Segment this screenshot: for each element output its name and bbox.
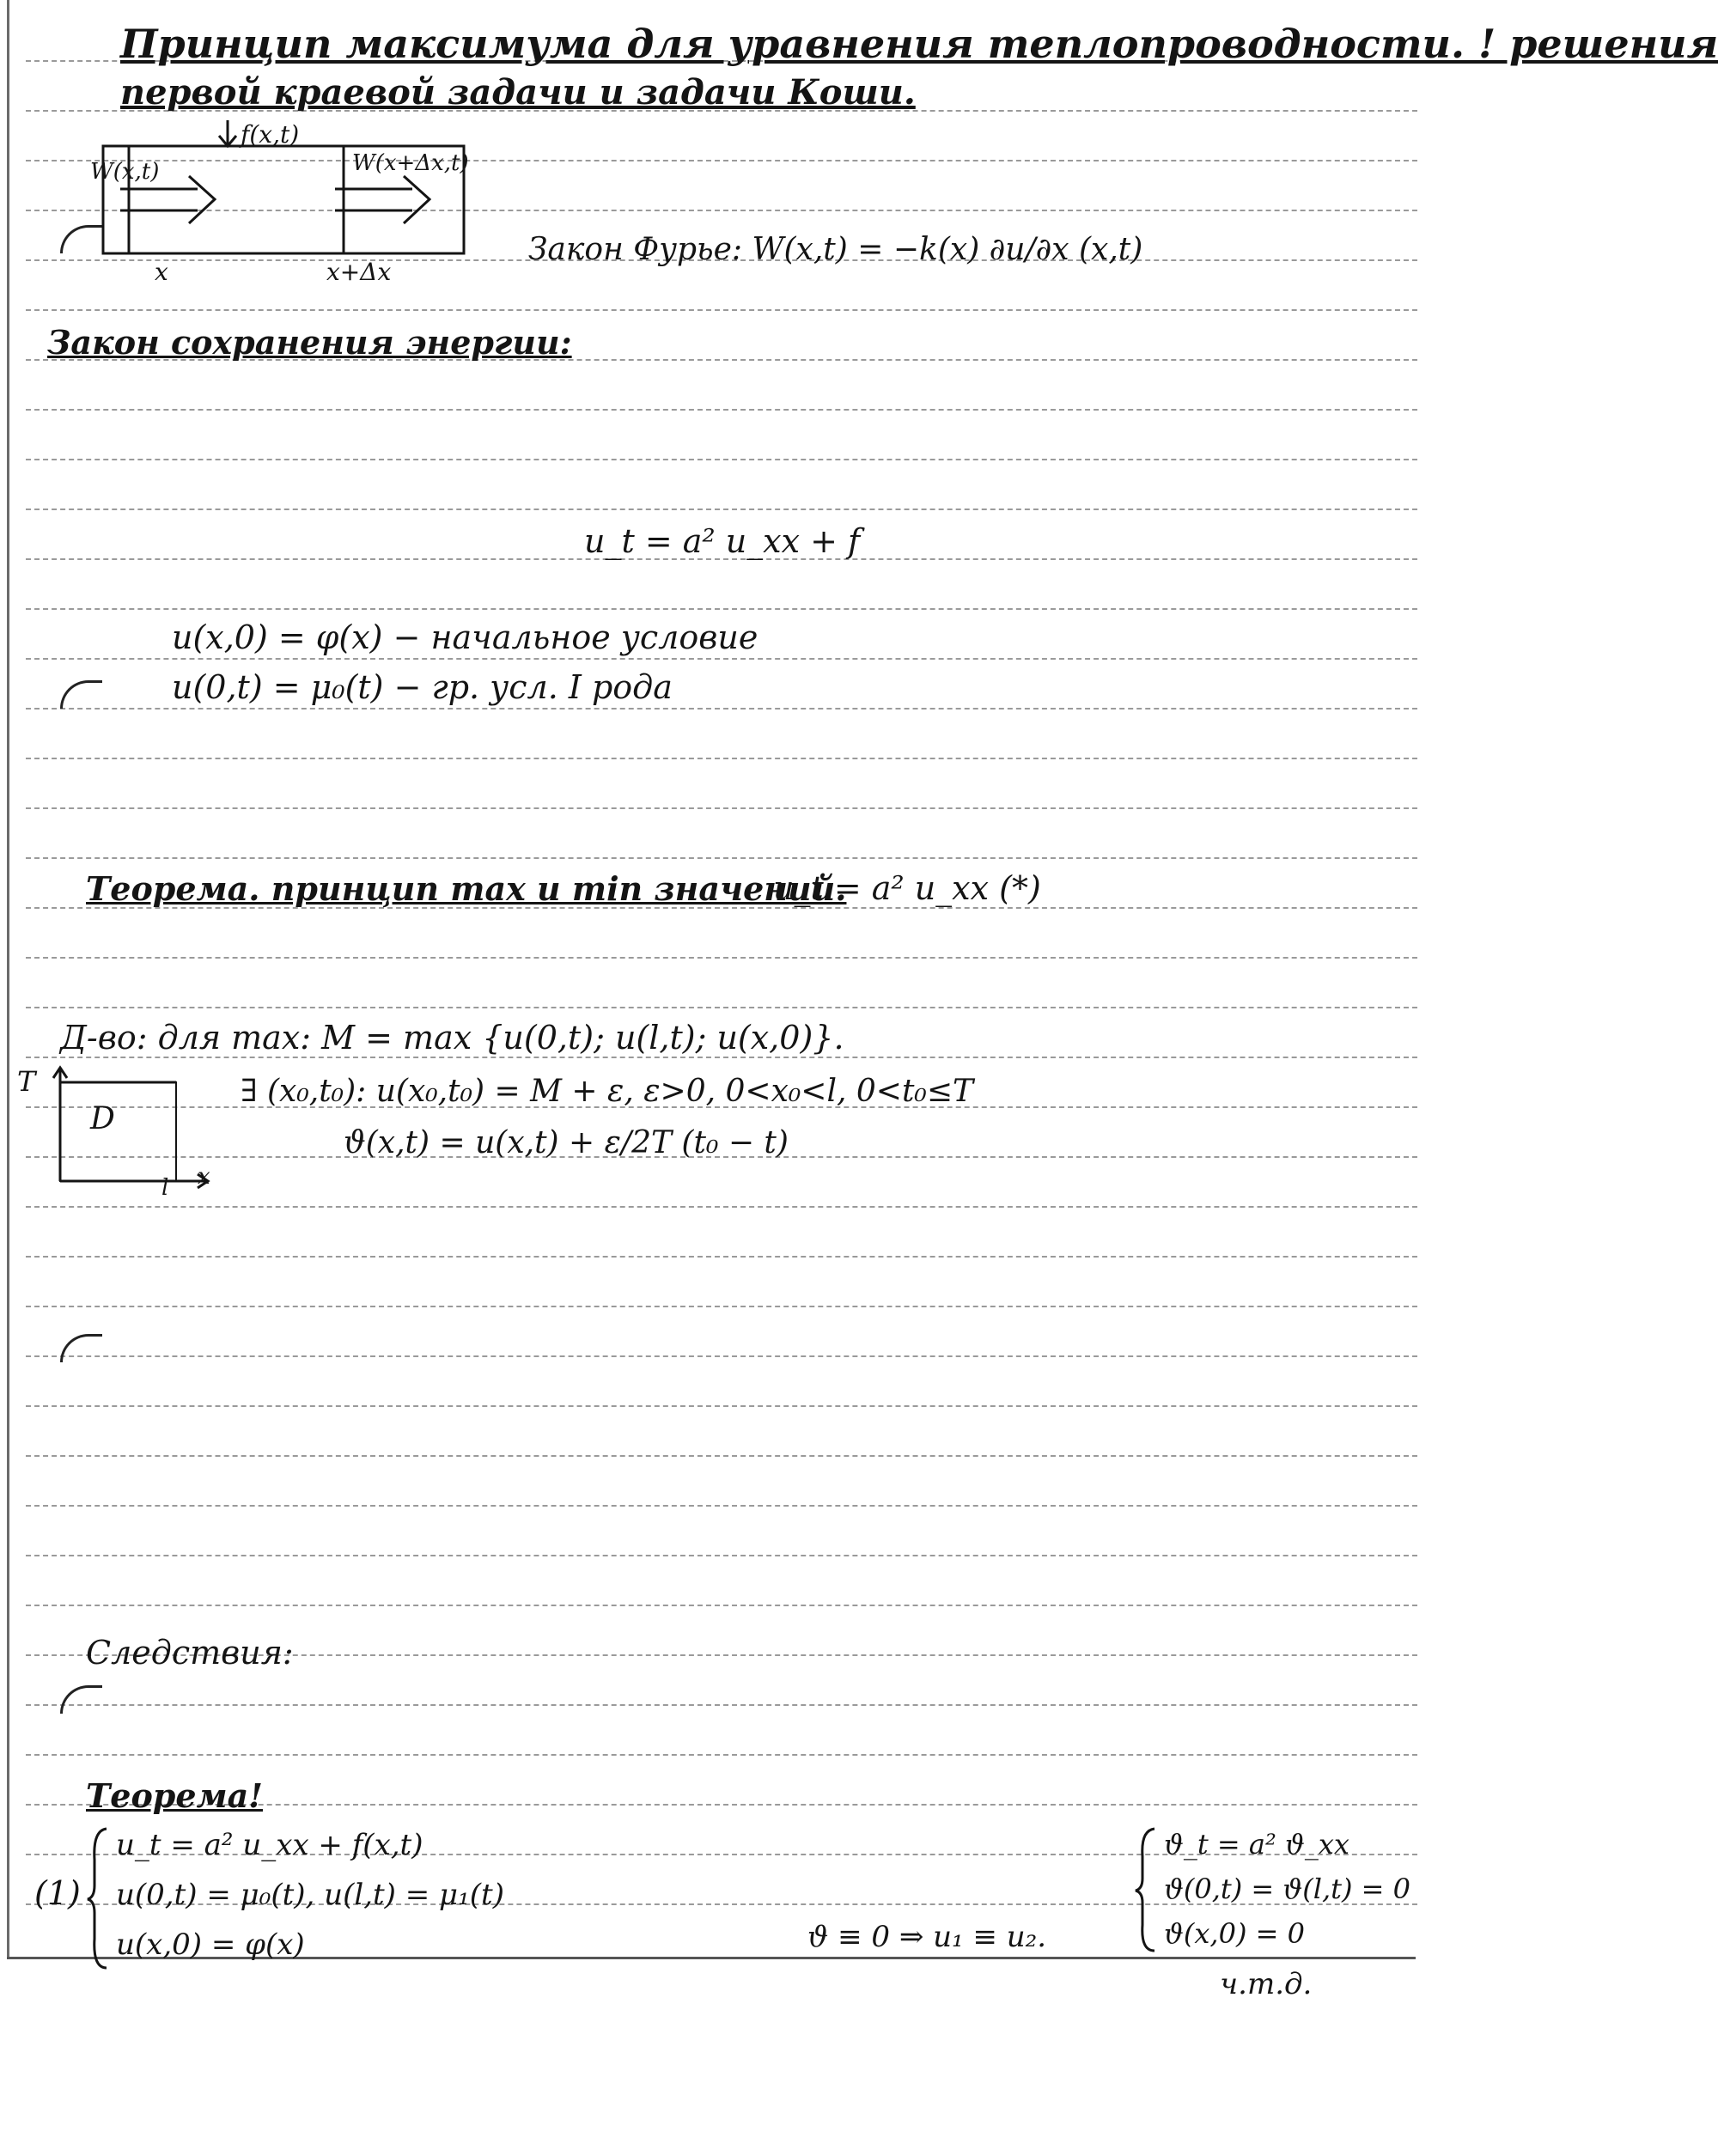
ruled-line bbox=[26, 608, 1417, 610]
page-left-border bbox=[7, 0, 9, 1958]
ruled-line bbox=[26, 1256, 1417, 1258]
ruled-line bbox=[26, 509, 1417, 510]
proof-max-line: Д-во: для max: M = max {u(0,t); u(l,t); u(x,0)}. bbox=[60, 1019, 844, 1057]
consequences-heading: Следствия: bbox=[86, 1634, 294, 1672]
binder-hole-mark bbox=[60, 680, 102, 709]
binder-hole-mark bbox=[60, 1334, 102, 1362]
region-l-label: l bbox=[161, 1175, 169, 1201]
difference-equation-2: ϑ(0,t) = ϑ(l,t) = 0 bbox=[1164, 1873, 1411, 1905]
difference-equation-1: ϑ_t = a² ϑ_xx bbox=[1164, 1828, 1349, 1861]
ruled-line bbox=[26, 758, 1417, 759]
difference-system-brace bbox=[1134, 1825, 1160, 1954]
ruled-line bbox=[26, 1007, 1417, 1008]
ruled-line bbox=[26, 1754, 1417, 1756]
ruled-line bbox=[26, 1306, 1417, 1307]
boundary-condition-1: u(0,t) = μ₀(t) − гр. усл. I рода bbox=[172, 668, 673, 706]
ruled-line bbox=[26, 1555, 1417, 1556]
ruled-line bbox=[26, 409, 1417, 411]
ruled-line bbox=[26, 1505, 1417, 1507]
ruled-line bbox=[26, 459, 1417, 460]
figure-source-label: f(x,t) bbox=[241, 120, 300, 149]
theorem-heading: Теорема. принцип max и min значений. bbox=[86, 869, 847, 908]
ruled-line bbox=[26, 957, 1417, 959]
ruled-line bbox=[26, 1057, 1417, 1058]
ruled-line bbox=[26, 1355, 1417, 1357]
figure-right-flux-label: W(x+Δx,t) bbox=[352, 150, 469, 176]
system-equation-2: u(0,t) = μ₀(t), u(l,t) = μ₁(t) bbox=[116, 1878, 504, 1912]
ruled-line bbox=[26, 807, 1417, 809]
contradiction-assumption: ∃ (x₀,t₀): u(x₀,t₀) = M + ε, ε>0, 0<x₀<l, 0<t₀≤T bbox=[241, 1074, 974, 1109]
ruled-line bbox=[26, 1206, 1417, 1208]
system-number: (1) bbox=[34, 1874, 81, 1912]
difference-equation-3: ϑ(x,0) = 0 bbox=[1164, 1917, 1305, 1950]
auxiliary-function: ϑ(x,t) = u(x,t) + ε/2T (t₀ − t) bbox=[344, 1125, 789, 1160]
theorem-equation: u_t = a² u_xx (*) bbox=[773, 869, 1041, 907]
system-brace bbox=[86, 1825, 112, 1971]
uniqueness-theorem-heading: Теорема! bbox=[86, 1776, 263, 1815]
page-title-line-1: Принцип максимума для уравнения теплопроводности. ! решения bbox=[120, 21, 1718, 67]
uniqueness-conclusion: ϑ ≡ 0 ⇒ u₁ ≡ u₂. bbox=[807, 1920, 1047, 1954]
region-t-axis-label: T bbox=[17, 1065, 36, 1098]
ruled-line bbox=[26, 1704, 1417, 1706]
ruled-line bbox=[26, 1455, 1417, 1457]
system-equation-1: u_t = a² u_xx + f(x,t) bbox=[116, 1828, 423, 1862]
region-d-label: D bbox=[90, 1101, 115, 1136]
heat-equation: u_t = a² u_xx + f bbox=[584, 522, 861, 560]
ruled-line bbox=[26, 1605, 1417, 1606]
binder-hole-mark bbox=[60, 1685, 102, 1714]
system-equation-3: u(x,0) = φ(x) bbox=[116, 1928, 305, 1962]
energy-conservation-heading: Закон сохранения энергии: bbox=[47, 323, 572, 362]
initial-condition: u(x,0) = φ(x) − начальное условие bbox=[172, 618, 758, 656]
figure-x-dx-label: x+Δx bbox=[326, 258, 392, 286]
page-title-line-2: первой краевой задачи и задачи Коши. bbox=[120, 72, 916, 113]
ruled-line bbox=[26, 857, 1417, 859]
figure-x-label: x bbox=[155, 258, 168, 286]
ruled-line bbox=[26, 309, 1417, 311]
region-sketch bbox=[34, 1052, 223, 1198]
region-x-axis-label: x bbox=[198, 1164, 210, 1190]
ruled-line bbox=[26, 708, 1417, 710]
qed-mark: ч.т.д. bbox=[1220, 1967, 1313, 2001]
ruled-line bbox=[26, 1405, 1417, 1407]
figure-left-flux-label: W(x,t) bbox=[90, 159, 160, 185]
ruled-line bbox=[26, 658, 1417, 660]
fourier-law: Закон Фурье: W(x,t) = −k(x) ∂u/∂x (x,t) bbox=[528, 232, 1143, 267]
